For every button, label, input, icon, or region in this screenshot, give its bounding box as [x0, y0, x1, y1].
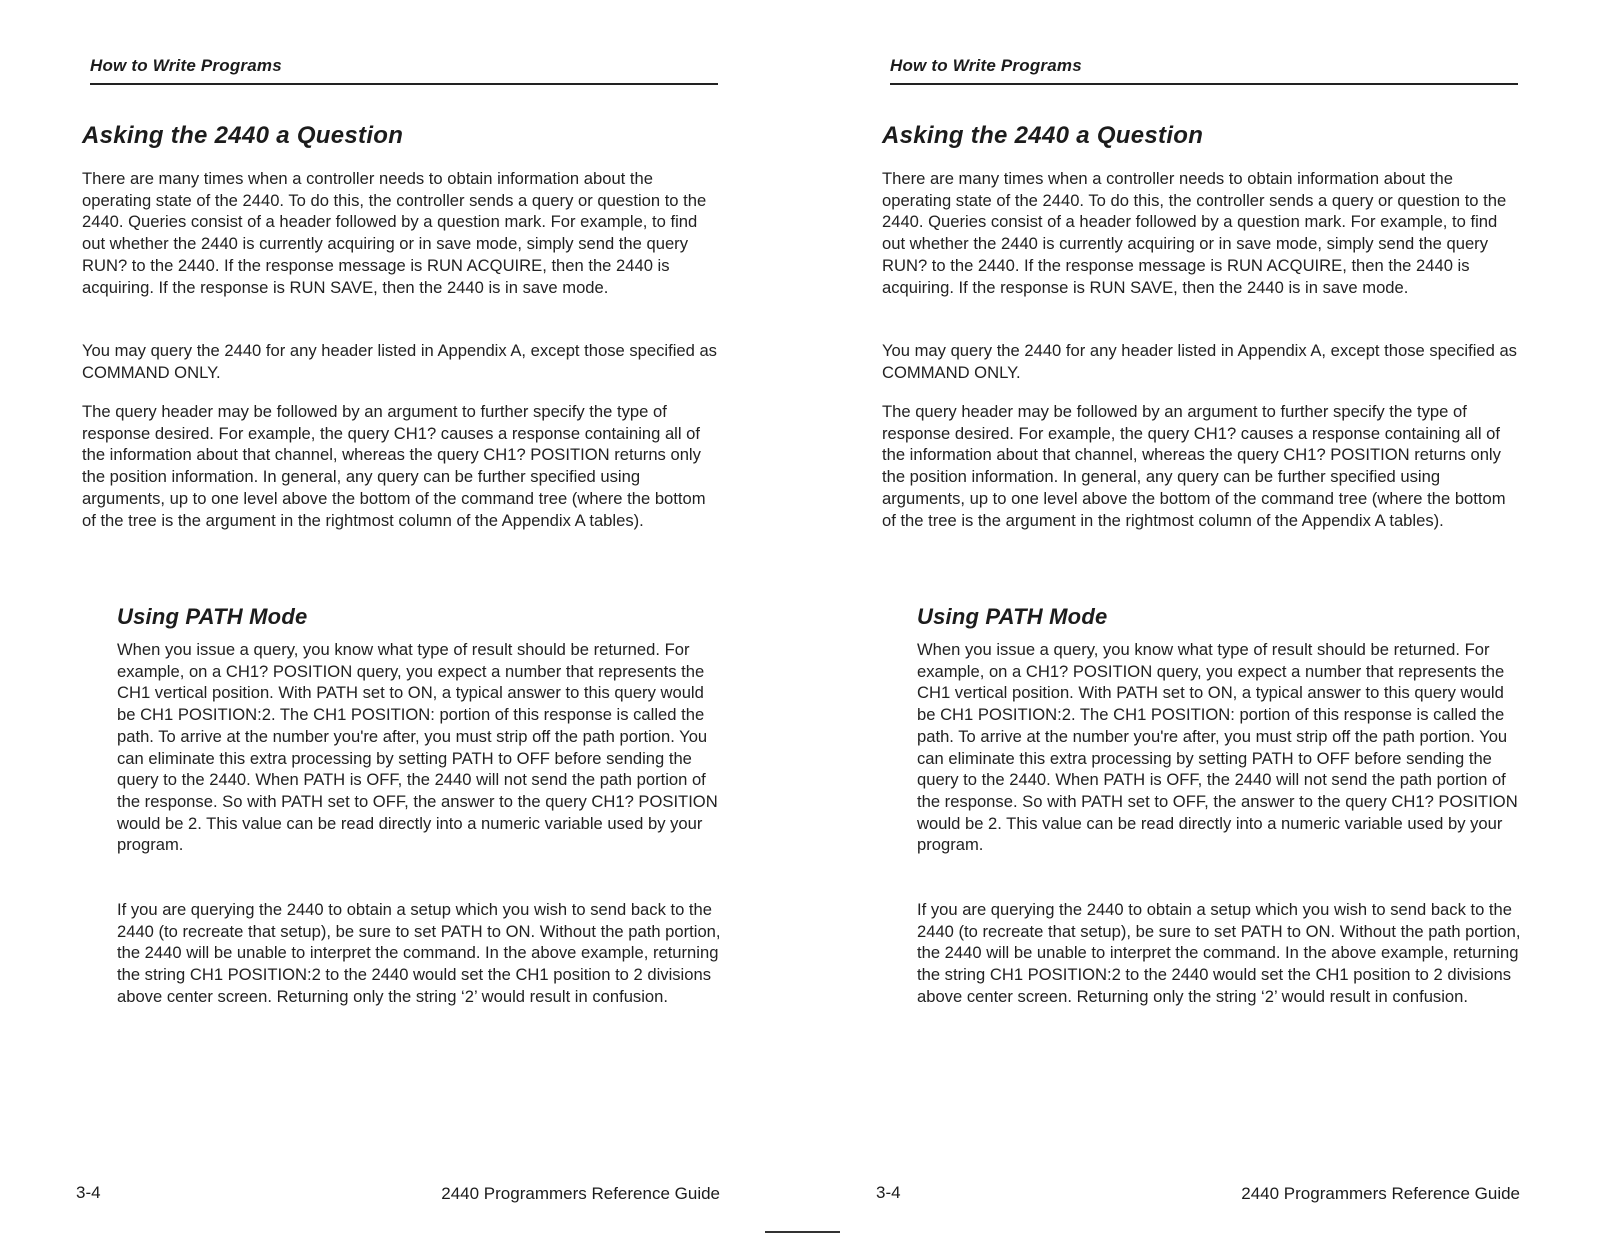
paragraph-path-setup: If you are querying the 2440 to obtain a setup which you wish to send back to the 2440 (to recreate that setup), be sure to set PATH to ON. Without the path portion, the 2440 will be unable to interpret the command. In the above example, returning the string CH1 POSITION:2 to the 2440 would set the CH1 position to 2 divisions above center screen. Returning only the string ‘2’ would result in confusion.: [117, 900, 721, 1006]
paragraph-path-setup: If you are querying the 2440 to obtain a setup which you wish to send back to the 2440 (to recreate that setup), be sure to set PATH to ON. Without the path portion, the 2440 will be unable to interpret the command. In the above example, returning the string CH1 POSITION:2 to the 2440 would set the CH1 position to 2 divisions above center screen. Returning only the string ‘2’ would result in confusion.: [917, 900, 1521, 1006]
paragraph-appendix-headers: You may query the 2440 for any header listed in Appendix A, except those specified as COMMAND ONLY.: [882, 341, 1517, 382]
paragraph-appendix-headers: You may query the 2440 for any header listed in Appendix A, except those specified as COMMAND ONLY.: [82, 341, 717, 382]
paragraph-queries-intro: There are many times when a controller needs to obtain information about the operating state of the 2440. To do this, the controller sends a query or question to the 2440. Queries consist of a header followed by a question mark. For example, to find out whether the 2440 is currently acquiring or in save mode, simply send the query RUN? to the 2440. If the response message is RUN ACQUIRE, then the 2440 is acquiring. If the response is RUN SAVE, then the 2440 is in save mode.: [882, 169, 1507, 297]
paragraph-path-mode: When you issue a query, you know what type of result should be returned. For example, on a CH1? POSITION query, you expect a number that represents the CH1 vertical position. With PATH set to ON, a typical answer to this query would be CH1 POSITION:2. The CH1 POSITION: portion of this response is called the path. To arrive at the number you're after, you must strip off the path portion. You can eliminate this extra processing by setting PATH to OFF before sending the query to the 2440. When PATH is OFF, the 2440 will not send the path portion of the response. So with PATH set to OFF, the answer to the query CH1? POSITION would be 2. This value can be read directly into a numeric variable used by your program.: [117, 640, 718, 855]
paragraph-query-arguments: The query header may be followed by an argument to further specify the type of response desired. For example, the query CH1? causes a response containing all of the information about that channel, whereas the query CH1? POSITION returns only the position information. In general, any query can be further specified using arguments, up to one level above the bottom of the command tree (where the bottom of the tree is the argument in the rightmost column of the Appendix A tables).: [882, 402, 1506, 530]
paragraph-path-mode: When you issue a query, you know what type of result should be returned. For example, on a CH1? POSITION query, you expect a number that represents the CH1 vertical position. With PATH set to ON, a typical answer to this query would be CH1 POSITION:2. The CH1 POSITION: portion of this response is called the path. To arrive at the number you're after, you must strip off the path portion. You can eliminate this extra processing by setting PATH to OFF before sending the query to the 2440. When PATH is OFF, the 2440 will not send the path portion of the response. So with PATH set to OFF, the answer to the query CH1? POSITION would be 2. This value can be read directly into a numeric variable used by your program.: [917, 640, 1518, 855]
running-header: How to Write Programs: [90, 55, 718, 85]
bottom-center-rule: [765, 1231, 840, 1233]
page-number: 3-4: [876, 1183, 901, 1202]
footer-title: 2440 Programmers Reference Guide: [1241, 1184, 1520, 1203]
paragraph-query-arguments: The query header may be followed by an argument to further specify the type of response desired. For example, the query CH1? causes a response containing all of the information about that channel, whereas the query CH1? POSITION returns only the position information. In general, any query can be further specified using arguments, up to one level above the bottom of the command tree (where the bottom of the tree is the argument in the rightmost column of the Appendix A tables).: [82, 402, 706, 530]
right-page: [800, 0, 1600, 1237]
footer-title: 2440 Programmers Reference Guide: [441, 1184, 720, 1203]
paragraph-queries-intro: There are many times when a controller needs to obtain information about the operating state of the 2440. To do this, the controller sends a query or question to the 2440. Queries consist of a header followed by a question mark. For example, to find out whether the 2440 is currently acquiring or in save mode, simply send the query RUN? to the 2440. If the response message is RUN ACQUIRE, then the 2440 is acquiring. If the response is RUN SAVE, then the 2440 is in save mode.: [82, 169, 707, 297]
section-title: Asking the 2440 a Question: [82, 122, 404, 149]
page-number: 3-4: [76, 1183, 101, 1202]
subsection-title: Using PATH Mode: [917, 604, 1108, 629]
subsection-title: Using PATH Mode: [117, 604, 308, 629]
section-title: Asking the 2440 a Question: [882, 122, 1204, 149]
running-header: How to Write Programs: [890, 55, 1518, 85]
